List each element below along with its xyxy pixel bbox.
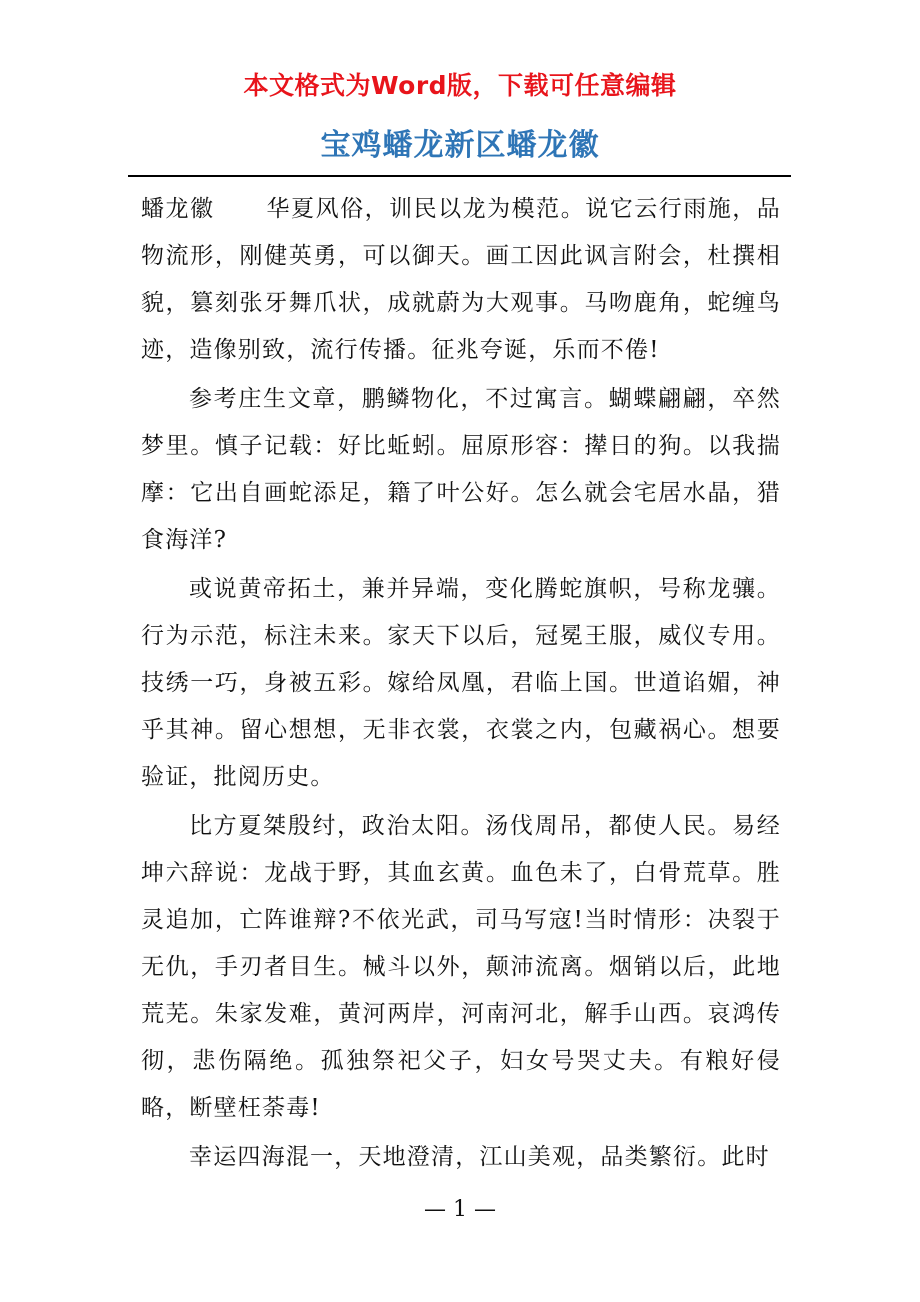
page-number: — 1 —: [424, 1197, 496, 1222]
title-divider: [128, 175, 791, 177]
paragraph-lead: 蟠龙徽: [141, 196, 215, 222]
paragraph-5: 幸运四海混一，天地澄清，江山美观，品类繁衍。此时: [189, 1144, 770, 1170]
paragraph-1-text: 华夏风俗，训民以龙为模范。说它云行雨施，品物流形，刚健英勇，可以御天。画工因此讽言附会，杜撰相貌，篡刻张牙舞爪状，成就蔚为大观事。马吻鹿角，蛇缠鸟迹，造像别致，流行传播。征兆夸诞，乐而不倦!: [141, 196, 781, 363]
download-notice: 本文格式为Word版，下载可任意编辑: [243, 71, 677, 100]
paragraph-3: 或说黄帝拓土，兼并异端，变化腾蛇旗帜，号称龙骧。行为示范，标注未来。家天下以后，冠冕王服，威仪专用。技绣一巧，身被五彩。嫁给凤凰，君临上国。世道谄媚，神乎其神。留心想想，无非衣裳，衣裳之内，包藏祸心。想要验证，批阅历史。: [141, 576, 781, 790]
paragraph-2: 参考庄生文章，鹏鳞物化，不过寓言。蝴蝶翩翩，卒然梦里。慎子记载：好比蚯蚓。屈原形容：撵日的狗。以我揣摩：它出自画蛇添足，籍了叶公好。怎么就会宅居水晶，猎食海洋?: [141, 386, 781, 553]
document-title: 宝鸡蟠龙新区蟠龙徽: [320, 128, 600, 163]
paragraph-1: [141, 186, 781, 374]
paragraph-4: 比方夏桀殷纣，政治太阳。汤伐周吊，都使人民。易经坤六辞说：龙战于野，其血玄黄。血色未了，白骨荒草。胜灵追加，亡阵谁辩?不依光武，司马写寇!当时情形：决裂于无仇，手刃者目生。械斗以外，颠沛流离。烟销以后，此地荒芜。朱家发难，黄河两岸，河南河北，解手山西。哀鸿传彻，悲伤隔绝。孤独祭祀父子，妇女号哭丈夫。有粮好侵略，断壁枉荼毒!: [141, 813, 781, 1121]
article-body: [141, 186, 781, 1183]
